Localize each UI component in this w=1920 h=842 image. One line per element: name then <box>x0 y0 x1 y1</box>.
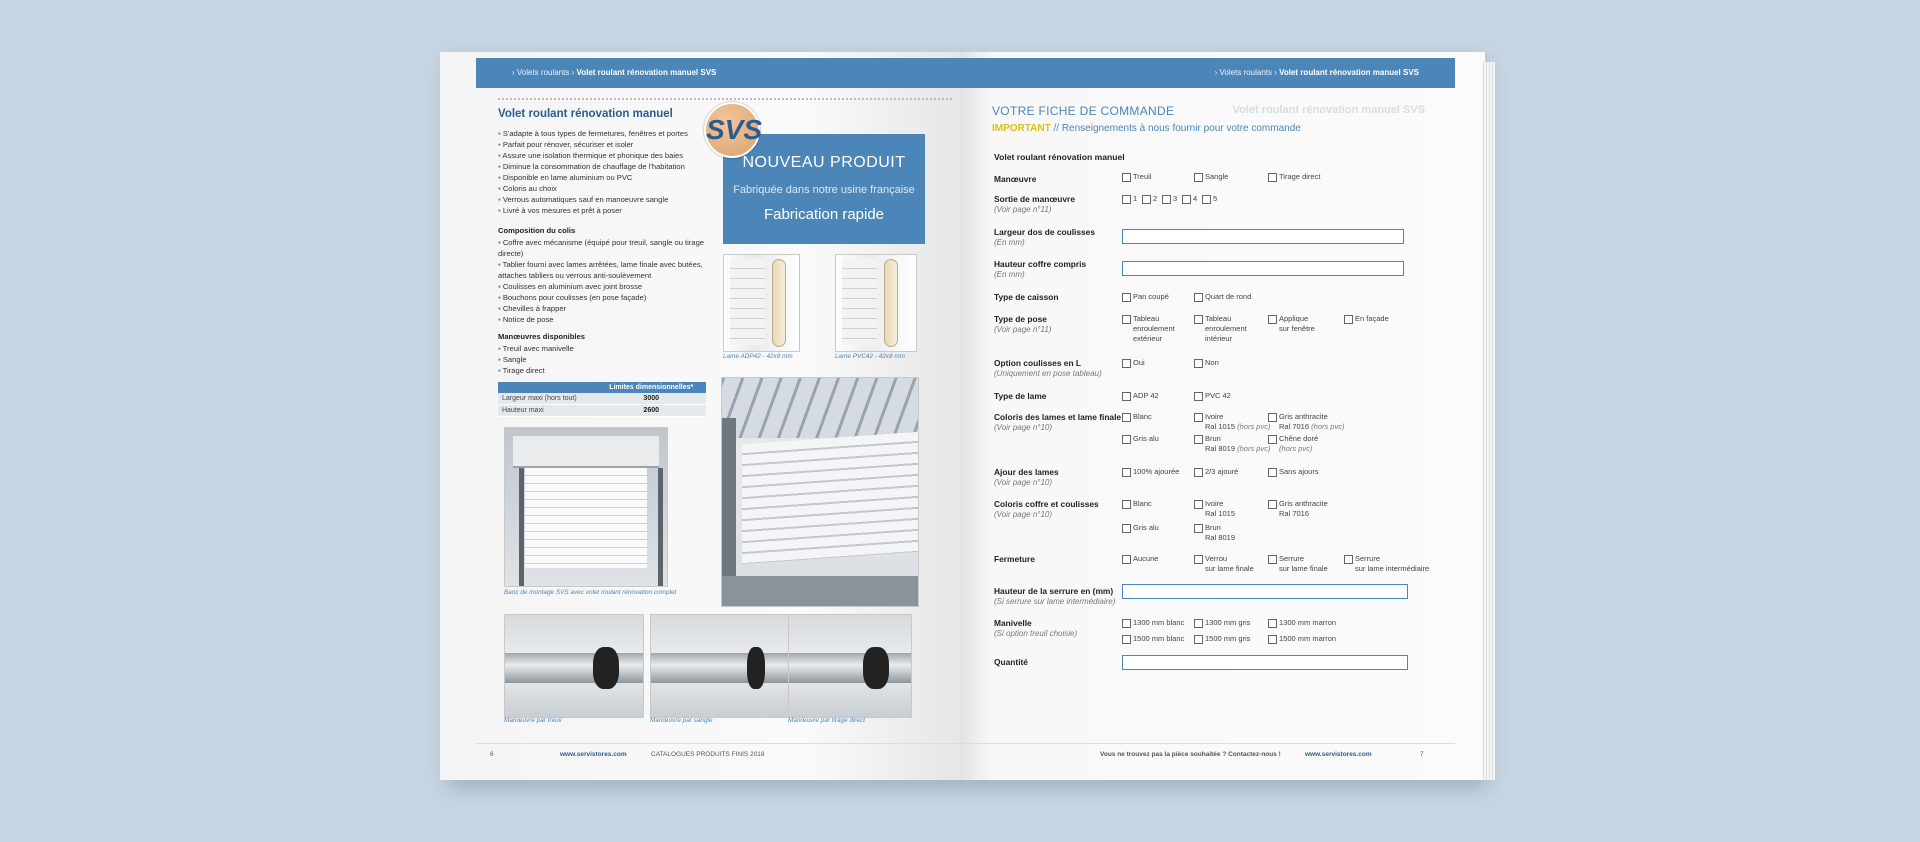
hauteur-serrure-field[interactable] <box>1122 584 1408 599</box>
largeur-field[interactable] <box>1122 229 1404 244</box>
checkbox-tirage[interactable]: Tirage direct <box>1268 172 1320 182</box>
checkbox-treuil[interactable]: Treuil <box>1122 172 1151 182</box>
checkbox-1500-blanc[interactable]: 1500 mm blanc <box>1122 634 1184 644</box>
list-item: ▪ Tablier fourni avec lames arrêtées, lame finale avec butées, attaches tabliers ou verrous anti-soulèvement <box>498 259 713 281</box>
list-item: ▪ Sangle <box>498 354 713 365</box>
label-sortie: Sortie de manœuvre (Voir page n°11) <box>994 194 1075 214</box>
factory-shutter-photo <box>721 377 919 607</box>
assembly-bench-photo <box>504 427 668 587</box>
left-page <box>440 52 960 780</box>
label-hauteur-serrure: Hauteur de la serrure en (mm) (Si serrure sur lame intermédiaire) <box>994 586 1116 606</box>
checkbox-sangle[interactable]: Sangle <box>1194 172 1228 182</box>
ghost-title: Volet roulant rénovation manuel SVS <box>1232 104 1425 116</box>
quantite-field[interactable] <box>1122 655 1408 670</box>
checkbox-pan-coupe[interactable]: Pan coupé <box>1122 292 1169 302</box>
label-quantite: Quantité <box>994 657 1028 667</box>
catalog-label: CATALOGUES PRODUITS FINIS 2018 <box>651 751 765 758</box>
list-item: ▪ Coffre avec mécanisme (équipé pour treuil, sangle ou tirage directe) <box>498 237 713 259</box>
caption: Manœuvre par tirage direct <box>788 717 866 724</box>
footer-url: www.servistores.com <box>560 751 627 758</box>
label-hauteur: Hauteur coffre compris (En mm) <box>994 259 1087 279</box>
checkbox-aucune[interactable]: Aucune <box>1122 554 1158 564</box>
table-row: Hauteur maxi 2600 <box>498 405 706 417</box>
checkbox-coffre-gris-alu[interactable]: Gris alu <box>1122 523 1159 533</box>
page-number: 7 <box>1420 751 1424 758</box>
right-page <box>960 52 1485 780</box>
list-item: ▪ Notice de pose <box>498 314 713 325</box>
list-item: ▪ Livré à vos mesures et prêt à poser <box>498 205 713 216</box>
label-fermeture: Fermeture <box>994 554 1035 564</box>
checkbox-1300-gris[interactable]: 1300 mm gris <box>1194 618 1250 628</box>
label-manoeuvre: Manœuvre <box>994 174 1037 184</box>
page-number: 6 <box>490 751 494 758</box>
new-product-label: NOUVEAU PRODUIT <box>742 154 906 171</box>
colis-list <box>498 237 713 325</box>
new-product-banner <box>723 134 925 244</box>
checkbox-adp42[interactable]: ADP 42 <box>1122 391 1159 401</box>
product-title: Volet roulant rénovation manuel <box>498 108 673 120</box>
order-form-title: VOTRE FICHE DE COMMANDE <box>992 104 1175 118</box>
label-lame: Type de lame <box>994 391 1047 401</box>
caption: Banc de montage SVS avec volet roulant rénovation complet <box>504 589 677 596</box>
checkbox-sortie-3[interactable]: 3 <box>1162 194 1177 204</box>
factory-label: Fabriquée dans notre usine française <box>733 184 915 196</box>
svs-logo-badge: SVS <box>704 102 760 158</box>
hauteur-field[interactable] <box>1122 261 1404 276</box>
label-pose: Type de pose (Voir page n°11) <box>994 314 1052 334</box>
dimension-table <box>498 382 706 417</box>
list-item: ▪ Chevilles à frapper <box>498 303 713 314</box>
list-item: ▪ Assure une isolation thermique et phonique des baies <box>498 150 713 161</box>
checkbox-serrure-finale[interactable]: Serrure sur lame finale <box>1268 554 1328 574</box>
checkbox-sortie-1[interactable]: 1 <box>1122 194 1137 204</box>
checkbox-serrure-intermediaire[interactable]: Serrure sur lame intermédiaire <box>1344 554 1429 574</box>
list-item: ▪ Parfait pour rénover, sécuriser et isoler <box>498 139 713 150</box>
checkbox-coffre-blanc[interactable]: Blanc <box>1122 499 1152 509</box>
checkbox-tableau-ext[interactable]: Tableau enroulement extérieur <box>1122 314 1175 344</box>
checkbox-tableau-int[interactable]: Tableau enroulement intérieur <box>1194 314 1247 344</box>
list-item: ▪ Coloris au choix <box>498 183 713 194</box>
checkbox-oui[interactable]: Oui <box>1122 358 1145 368</box>
footer-url: www.servistores.com <box>1305 751 1372 758</box>
checkbox-gris-alu[interactable]: Gris alu <box>1122 434 1159 444</box>
fast-label: Fabrication rapide <box>763 206 885 223</box>
checkbox-blanc[interactable]: Blanc <box>1122 412 1152 422</box>
list-item: ▪ Verrous automatiques sauf en manoeuvre sangle <box>498 194 713 205</box>
sangle-photo <box>650 614 790 718</box>
list-item: ▪ Treuil avec manivelle <box>498 343 713 354</box>
right-header-bar <box>960 58 1455 88</box>
checkbox-facade[interactable]: En façade <box>1344 314 1389 324</box>
right-footer <box>960 743 1455 766</box>
checkbox-sortie-2[interactable]: 2 <box>1142 194 1157 204</box>
label-largeur: Largeur dos de coulisses (En mm) <box>994 227 1095 247</box>
checkbox-sans-ajours[interactable]: Sans ajours <box>1268 467 1319 477</box>
checkbox-ajour-100[interactable]: 100% ajourée <box>1122 467 1179 477</box>
label-manivelle: Manivelle (Si option treuil choisie) <box>994 618 1078 638</box>
checkbox-1300-marron[interactable]: 1300 mm marron <box>1268 618 1336 628</box>
checkbox-1500-gris[interactable]: 1500 mm gris <box>1194 634 1250 644</box>
catalog-spread <box>440 52 1485 782</box>
label-caisson: Type de caisson <box>994 292 1059 302</box>
table-header: Limites dimensionnelles* <box>596 382 706 393</box>
breadcrumb: › Volets roulants › Volet roulant rénovation manuel SVS <box>512 68 717 77</box>
label-coloris-lames: Coloris des lames et lame finale (Voir page n°10) <box>994 412 1122 432</box>
page-edges <box>1483 62 1495 780</box>
breadcrumb: › Volets roulants › Volet roulant rénovation manuel SVS <box>1214 68 1419 77</box>
treuil-photo <box>504 614 644 718</box>
checkbox-sortie-5[interactable]: 5 <box>1202 194 1217 204</box>
list-item: ▪ Diminue la consommation de chauffage de l'habitation <box>498 161 713 172</box>
label-coloris-coffre: Coloris coffre et coulisses (Voir page n°10) <box>994 499 1099 519</box>
form-subtitle: Volet roulant rénovation manuel <box>994 152 1125 162</box>
left-footer <box>476 743 960 766</box>
label-option-coulisses: Option coulisses en L (Uniquement en pose tableau) <box>994 358 1102 378</box>
list-item: ▪ Disponible en lame aluminium ou PVC <box>498 172 713 183</box>
left-header-bar <box>476 58 960 88</box>
list-item: ▪ Coulisses en aluminium avec joint brosse <box>498 281 713 292</box>
checkbox-chene-dore[interactable]: Chêne doré (hors pvc) <box>1268 434 1318 454</box>
table-row: Largeur maxi (hors tout) 3000 <box>498 393 706 405</box>
checkbox-sortie-4[interactable]: 4 <box>1182 194 1197 204</box>
checkbox-pvc42[interactable]: PVC 42 <box>1194 391 1231 401</box>
label-ajour: Ajour des lames (Voir page n°10) <box>994 467 1059 487</box>
checkbox-1300-blanc[interactable]: 1300 mm blanc <box>1122 618 1184 628</box>
checkbox-applique[interactable]: Applique sur fenêtre <box>1268 314 1315 334</box>
caption: Lame ADP42 - 42x8 mm <box>723 353 793 360</box>
list-item: ▪ Tirage direct <box>498 365 713 376</box>
important-notice: IMPORTANT // Renseignements à nous fournir pour votre commande <box>992 123 1301 134</box>
checkbox-non[interactable]: Non <box>1194 358 1219 368</box>
tirage-photo <box>788 614 912 718</box>
checkbox-verrou[interactable]: Verrou sur lame finale <box>1194 554 1254 574</box>
colis-heading: Composition du colis <box>498 226 576 235</box>
manoeuvres-list <box>498 343 713 376</box>
feature-list <box>498 128 713 216</box>
list-item: ▪ Bouchons pour coulisses (en pose façade) <box>498 292 713 303</box>
manoeuvres-heading: Manœuvres disponibles <box>498 332 585 341</box>
checkbox-ajour-2-3[interactable]: 2/3 ajouré <box>1194 467 1238 477</box>
checkbox-coffre-gris-anthracite[interactable]: Gris anthracite Ral 7016 <box>1268 499 1328 519</box>
checkbox-coffre-ivoire[interactable]: Ivoire Ral 1015 <box>1194 499 1235 519</box>
lame-pvc42-photo <box>835 254 917 352</box>
checkbox-ivoire[interactable]: Ivoire Ral 1015 (hors pvc) <box>1194 412 1270 432</box>
list-item: ▪ S'adapte à tous types de fermetures, fenêtres et portes <box>498 128 713 139</box>
footer-contact: Vous ne trouvez pas la pièce souhaitée ? Contactez-nous ! <box>1100 751 1281 758</box>
checkbox-1500-marron[interactable]: 1500 mm marron <box>1268 634 1336 644</box>
dotted-divider <box>498 98 952 100</box>
checkbox-coffre-brun[interactable]: Brun Ral 8019 <box>1194 523 1235 543</box>
checkbox-quart-rond[interactable]: Quart de rond <box>1194 292 1251 302</box>
checkbox-gris-anthracite[interactable]: Gris anthracite Ral 7016 (hors pvc) <box>1268 412 1344 432</box>
caption: Lame PVC42 - 42x8 mm <box>835 353 905 360</box>
checkbox-brun[interactable]: Brun Ral 8019 (hors pvc) <box>1194 434 1270 454</box>
caption: Manœuvre par sangle <box>650 717 713 724</box>
caption: Manœuvre par treuil <box>504 717 562 724</box>
lame-adp42-photo <box>723 254 800 352</box>
